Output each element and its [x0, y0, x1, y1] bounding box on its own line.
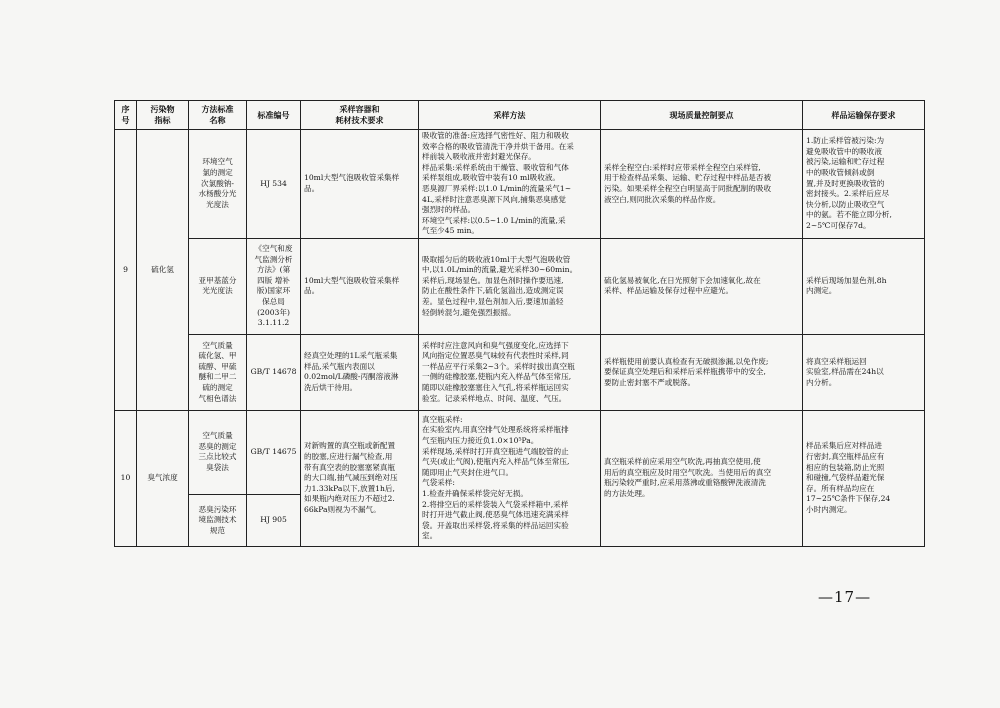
table-row [115, 334, 925, 410]
standard-no: GB/T 14678 [247, 334, 301, 410]
container-req: 10ml大型气泡吸收管采集样 品。 [301, 238, 419, 334]
container-req: 经真空处理的1L采气瓶采集 样品,采气瓶内表面以 0.02mol/L磷酸-丙酮溶液淋 洗后烘干待用。 [301, 334, 419, 410]
method-name: 环境空气 氯的测定 次氯酸钠- 水杨酸分光 光度法 [189, 130, 247, 239]
table-row [115, 130, 925, 239]
row-number: 9 [115, 130, 137, 411]
header-qc: 现场质量控制要点 [601, 101, 803, 130]
qc-points: 硫化氢易被氧化,在日光照射下会加速氧化,故在 采样、样品运输及保存过程中应避光。 [601, 238, 803, 334]
header-transport: 样品运输保存要求 [803, 101, 925, 130]
qc-points: 真空瓶采样前应采用空气吹洗,再抽真空使用,使 用后的真空瓶应及时用空气吹洗。当使用后的真空 瓶污染较严重时,应采用蒸沸或重铬酸钾洗液清洗 的方法处理。 [601, 410, 803, 546]
container-req: 对新购置的真空瓶或新配置 的胶塞,应进行漏气检查,用 带有真空表的胶塞塞紧真瓶 的大口端,抽气减压到绝对压 力1.33kPa以下,放置1h后, 如果瓶内绝对压力不超过2. 66kPa则视为不漏气。 [301, 410, 419, 546]
sampling-method: 吸收管的准备:应选择气密性好、阻力和吸收 效率合格的吸收管清洗干净并烘干备用。在采 样前装入吸收液并密封避光保存。 样品采集:采样系统由干燥管、吸收管和气体 采样泵组成,吸收管中装有10 ml吸收液。 恶臭源厂界采样:以1.0 L/min的流量采气1~ 4L,采样时注意恶臭源下风向,捕集恶臭感觉 强烈时的样品。 环境空气采样:以0.5~1.0 L/min的流量,采 气至少45 min。 [419, 130, 601, 239]
transport-req: 将真空采样瓶运回 实验室,样品需在24h以 内分析。 [803, 334, 925, 410]
row-number: 10 [115, 410, 137, 546]
transport-req: 采样后现场加显色剂,8h 内测定。 [803, 238, 925, 334]
header-container: 采样容器和 耗材技术要求 [301, 101, 419, 130]
qc-points: 采样全程空白:采样时应带采样全程空白采样管, 用于检查样品采集、运输、贮存过程中样品是否被 污染。如果采样全程空白明显高于同批配制的吸收 液空白,则同批次采集的样品作废。 [601, 130, 803, 239]
method-name: 空气质量 硫化氢、甲 硫醇、甲硫 醚和二甲二 硫的测定 气相色谱法 [189, 334, 247, 410]
qc-points: 采样瓶使用前要认真检查有无破损渗漏,以免作废; 要保证真空处理后和采样后采样瓶携带中的安全, 要防止密封塞不严或脱落。 [601, 334, 803, 410]
transport-req: 样品采集后应对样品进 行密封,真空瓶样品应有 相应的包装箱,防止光照 和碰撞,气袋样品避光保 存。所有样品均应在 17~25℃条件下保存,24 小时内测定。 [803, 410, 925, 546]
standard-no: HJ 905 [247, 494, 301, 546]
method-name: 亚甲基蓝分 光光度法 [189, 238, 247, 334]
method-name: 恶臭污染环 境监测技术 规范 [189, 494, 247, 546]
transport-req: 1.防止采样管被污染:为 避免吸收管中的吸收液 被污染,运输和贮存过程 中的吸收管倾斜或倒 置,并及时更换吸收管的 密封接头。2.采样后应尽 快分析,以防止吸收空气 中的氨。若不能立即分析, 2~5℃可保存7d。 [803, 130, 925, 239]
standard-no: GB/T 14675 [247, 410, 301, 494]
pollutant-name: 臭气浓度 [137, 410, 189, 546]
table-row [115, 238, 925, 334]
standard-no: 《空气和废 气监测分析 方法》(第 四版 增补 版)国家环 保总局 (2003年) 3.1.11.2 [247, 238, 301, 334]
header-standard-no: 标准编号 [247, 101, 301, 130]
header-sampling: 采样方法 [419, 101, 601, 130]
sampling-method: 采样时应注意风向和臭气强度变化,应选择下 风向指定位置恶臭气味较有代表性时采样,同 一样品应平行采集2~3个。采样时拔出真空瓶 一侧的硅橡胶塞,使瓶内充入样品气体至常压, 随即以硅橡胶塞塞住入气孔,将采样瓶运回实 验室。记录采样地点、时间、温度、气压。 [419, 334, 601, 410]
standards-table [114, 100, 925, 547]
header-method: 方法标准 名称 [189, 101, 247, 130]
page-number: —17— [818, 588, 872, 606]
standard-no: HJ 534 [247, 130, 301, 239]
method-name: 空气质量 恶臭的测定 三点比较式 臭袋法 [189, 410, 247, 494]
table-row [115, 410, 925, 494]
header-pollutant: 污染物 指标 [137, 101, 189, 130]
header-no: 序 号 [115, 101, 137, 130]
sampling-method: 吸取摇匀后的吸收液10ml于大型气泡吸收管 中,以1.0L/min的流量,避光采样30~60min。 采样后,现场显色。加显色剂时操作要迅速, 防止在酸性条件下,硫化氢溢出,造成测定误 差。显色过程中,显色剂加入后,要速加盖轻 轻倒转混匀,避免强烈振摇。 [419, 238, 601, 334]
table-header-row [115, 101, 925, 130]
sampling-method: 真空瓶采样: 在实验室内,用真空排气处理系统将采样瓶排 气至瓶内压力接近负1.0×10⁵Pa。 采样现场,采样时打开真空瓶进气端胶管的止 气夹(或止气阀),使瓶内充入样品气体至常压, 随即用止气夹封住进气口。 气袋采样: 1.检查并确保采样袋完好无损。 2.将排空后的采样袋装入气袋采样箱中,采样 时打开进气截止阀,使恶臭气体迅速充满采样 袋。开盖取出采样袋,将采集的样品运回实验 室。 [419, 410, 601, 546]
container-req: 10ml大型气泡吸收管采集样 品。 [301, 130, 419, 239]
pollutant-name: 硫化氢 [137, 130, 189, 411]
